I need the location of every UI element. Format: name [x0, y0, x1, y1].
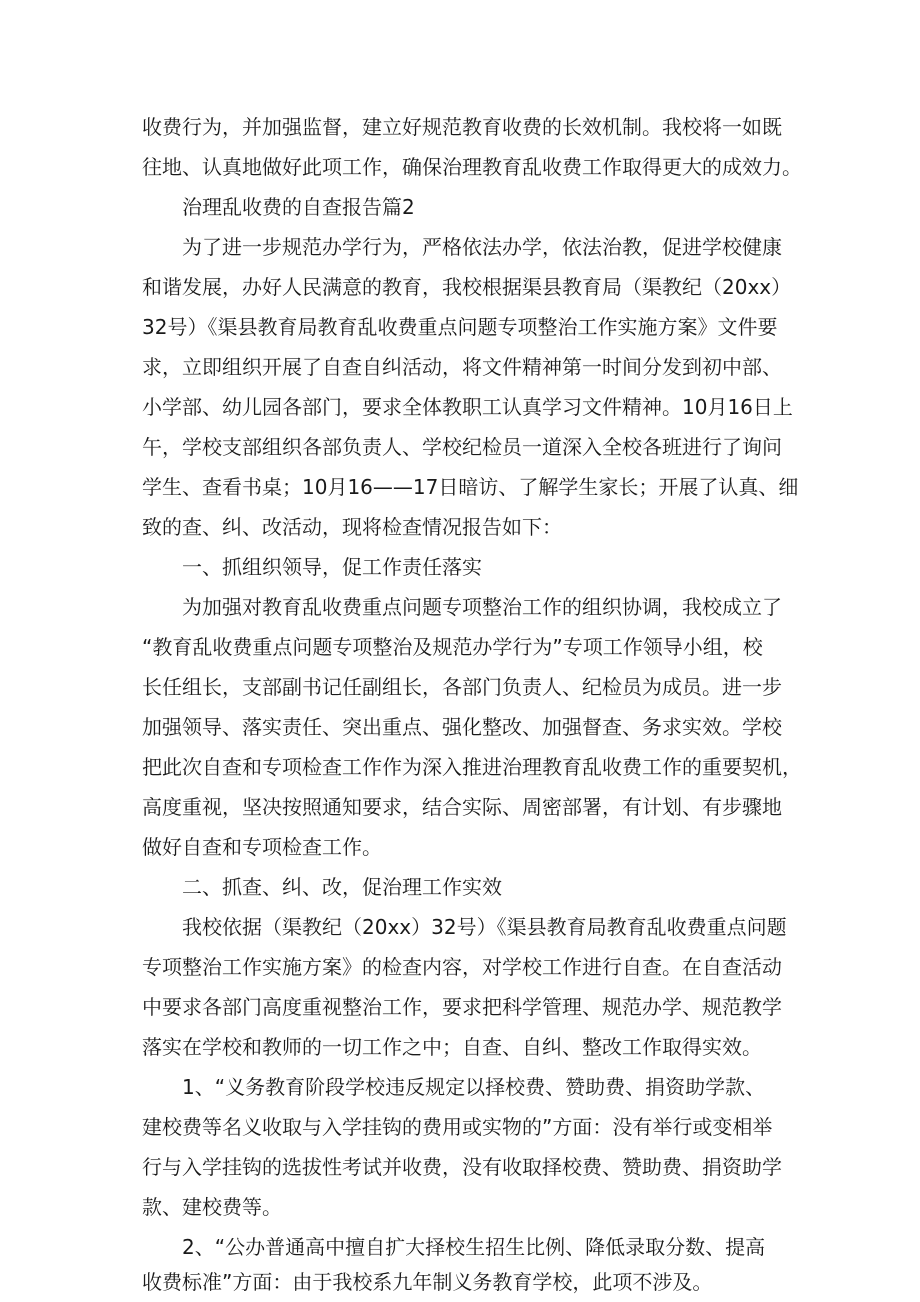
heading-1: 一、抓组织领导，促工作责任落实	[182, 555, 482, 579]
body-text-line: 和谐发展，办好人民满意的教育，我校根据渠县教育局（渠教纪（20xx）	[142, 275, 792, 299]
body-text-line: 专项整治工作实施方案》的检查内容，对学校工作进行自查。在自查活动	[142, 955, 782, 979]
body-text-line: 小学部、幼儿园各部门，要求全体教职工认真学习文件精神。10月16日上	[142, 395, 793, 419]
body-text-line: 学生、查看书桌；10月16——17日暗访、了解学生家长；开展了认真、细	[142, 475, 799, 499]
body-text-line: 收费行为，并加强监督，建立好规范教育收费的长效机制。我校将一如既	[142, 115, 782, 139]
paragraph-first-line: 2、“公办普通高中擅自扩大择校生招生比例、降低录取分数、提高	[182, 1235, 766, 1259]
body-text-line: 中要求各部门高度重视整治工作，要求把科学管理、规范办学、规范教学	[142, 995, 782, 1019]
paragraph-first-line: 为了进一步规范办学行为，严格依法办学，依法治教，促进学校健康	[182, 235, 782, 259]
body-text-line: 款、建校费等。	[142, 1195, 282, 1219]
paragraph-first-line: 为加强对教育乱收费重点问题专项整治工作的组织协调，我校成立了	[182, 595, 782, 619]
paragraph-first-line: 我校依据（渠教纪（20xx）32号）《渠县教育局教育乱收费重点问题	[182, 915, 787, 939]
body-text-line: 32号）《渠县教育局教育乱收费重点问题专项整治工作实施方案》文件要	[142, 315, 778, 339]
body-text-line: 长任组长，支部副书记任副组长，各部门负责人、纪检员为成员。进一步	[142, 675, 782, 699]
heading-2: 二、抓查、纠、改，促治理工作实效	[182, 875, 502, 899]
body-text-line: 往地、认真地做好此项工作，确保治理教育乱收费工作取得更大的成效力。	[142, 155, 802, 179]
paragraph-first-line: 1、“义务教育阶段学校违反规定以择校费、赞助费、捐资助学款、	[182, 1075, 766, 1099]
body-text-line: 高度重视，坚决按照通知要求，结合实际、周密部署，有计划、有步骤地	[142, 795, 782, 819]
body-text-line: 建校费等名义收取与入学挂钩的费用或实物的”方面：没有举行或变相举	[142, 1115, 773, 1139]
body-text-line: 收费标准”方面：由于我校系九年制义务教育学校，此项不涉及。	[142, 1270, 713, 1294]
body-text-line: 午，学校支部组织各部负责人、学校纪检员一道深入全校各班进行了询问	[142, 435, 782, 459]
section-title: 治理乱收费的自查报告篇2	[182, 195, 415, 219]
body-text-line: 做好自查和专项检查工作。	[142, 835, 382, 859]
body-text-line: 把此次自查和专项检查工作作为深入推进治理教育乱收费工作的重要契机，	[142, 755, 802, 779]
body-text-line: 加强领导、落实责任、突出重点、强化整改、加强督查、务求实效。学校	[142, 715, 782, 739]
body-text-line: 行与入学挂钩的选拔性考试并收费，没有收取择校费、赞助费、捐资助学	[142, 1155, 782, 1179]
body-text-line: 致的查、纠、改活动，现将检查情况报告如下：	[142, 515, 562, 539]
body-text-line: “教育乱收费重点问题专项整治及规范办学行为”专项工作领导小组，校	[142, 635, 763, 659]
body-text-line: 落实在学校和教师的一切工作之中；自查、自纠、整改工作取得实效。	[142, 1035, 762, 1059]
body-text-line: 求，立即组织开展了自查自纠活动，将文件精神第一时间分发到初中部、	[142, 355, 782, 379]
